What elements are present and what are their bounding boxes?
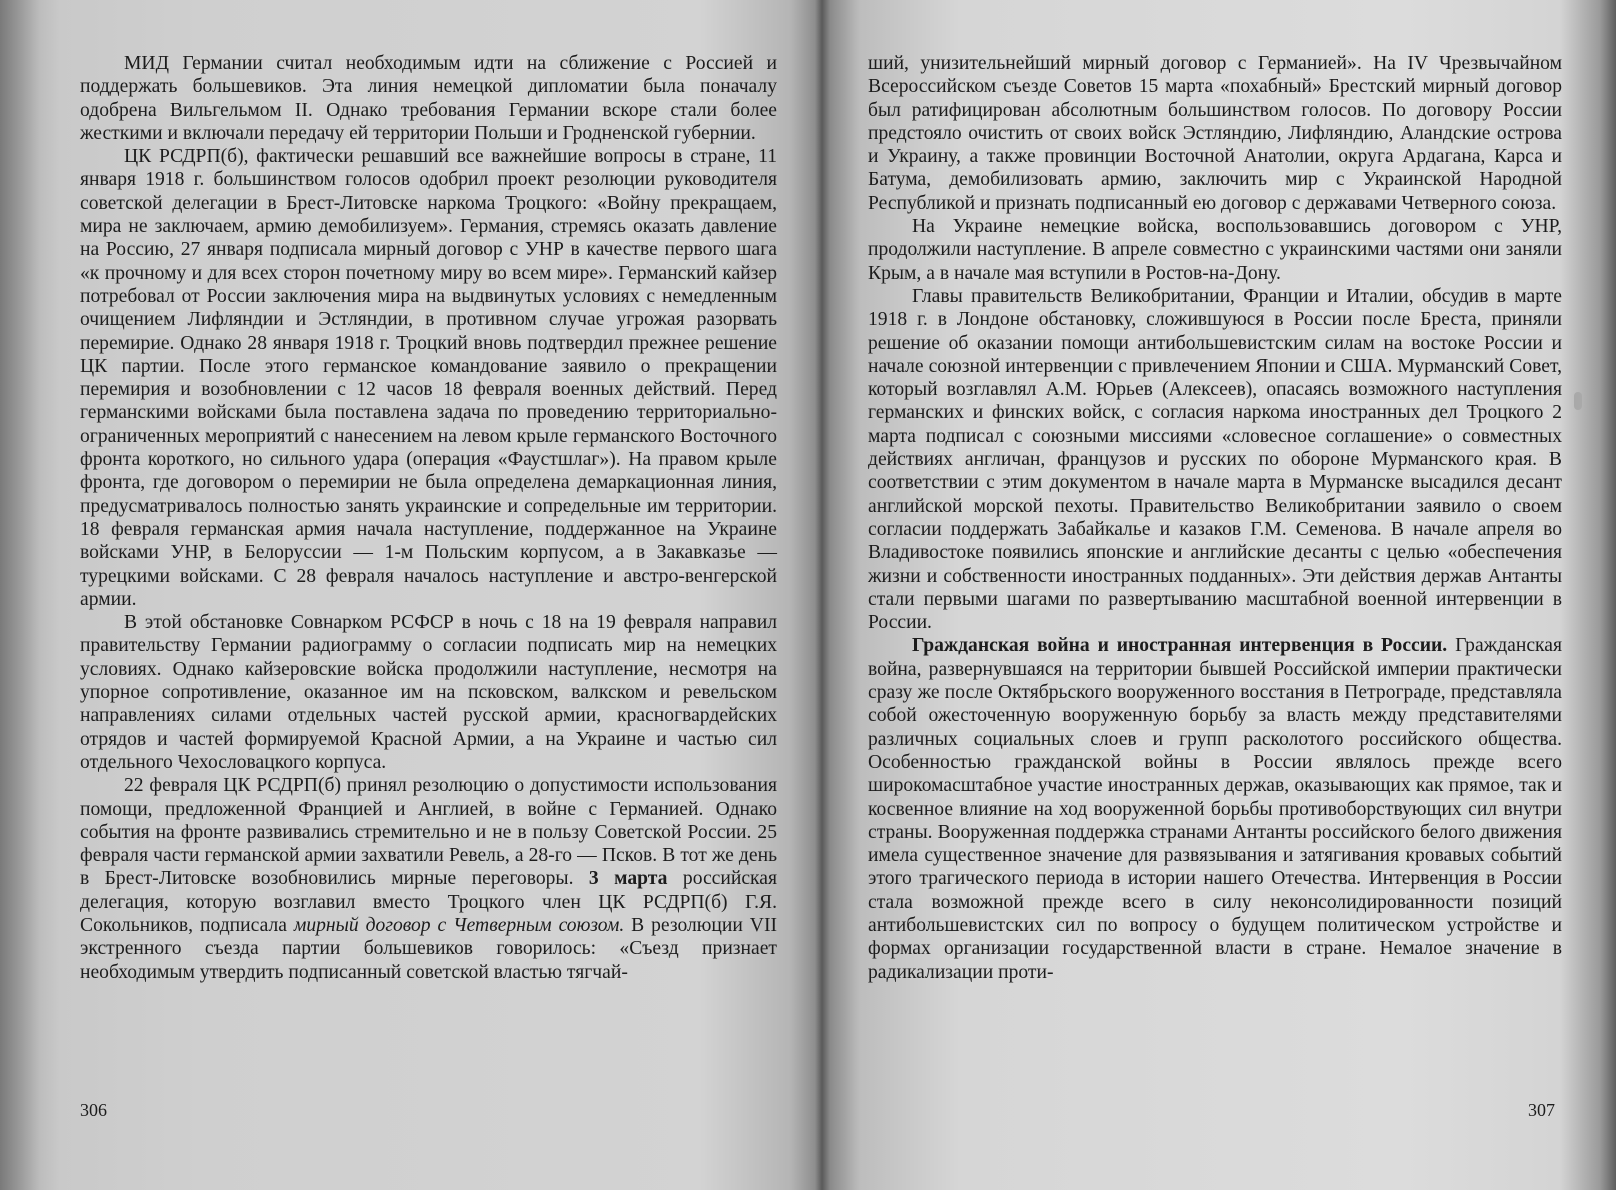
section-heading: Гражданская война и иностранная интервенция в России. bbox=[912, 635, 1448, 657]
paragraph: ЦК РСДРП(б), фактически решавший все важнейшие вопросы в стране, 11 января 1918 г. большинством голосов одобрил проект резолюции руководителя советской делегации в Брест-Литовске наркома Троцкого: «Войну прекращаем, мира не заключаем, армию демобилизуем». Германия, стремясь оказать давление на Россию, 27 января подписала мирный договор с УНР в качестве первого шага «к прочному и для всех сторон почетному миру во всем мире». Германский кайзер потребовал от России заключения мира на выдвинутых условиях с немедленным очищением Лифляндии и Эстляндии, в противном случае угрожая разорвать перемирие. Однако 28 января 1918 г. Троцкий вновь подтвердил прежнее решение ЦК партии. После этого германское командование заявило о прекращении перемирия и возобновлении с 12 часов 18 февраля военных действий. Перед германскими войсками была поставлена задача по проведению территориально-ограниченных мероприятий с нанесением на левом крыле германского Восточного фронта короткого, но сильного удара (операция «Фаустшлаг»). На правом крыле фронта, где договором о перемирии не была определена демаркационная линия, предусматривалось полностью занять украинские и сопредельные им территории. 18 февраля германская армия начала наступление, поддержанное на Украине войсками УНР, в Белоруссии — 1-м Польским корпусом, а в Закавказье — турецкими войсками. С 28 февраля началось наступление и австро-венгерской армии. bbox=[80, 146, 777, 610]
paragraph: Главы правительств Великобритании, Франции и Италии, обсудив в марте 1918 г. в Лондоне обстановку, сложившуюся в России после Бреста, приняли решение об оказании помощи антибольшевистским силам на востоке России и начале союзной интервенции с привлечением Японии и США. Мурманский Совет, который возглавлял А.М. Юрьев (Алексеев), опасаясь возможного наступления германских и финских войск, с согласия наркома иностранных дел Троцкого 2 марта подписал с союзными миссиями «словесное соглашение» о совместных действиях англичан, французов и русских по обороне Мурманского края. В соответствии с этим документом в начале марта в Мурманске высадился десант английской морской пехоты. Правительство Великобритании заявило о своем согласии поддержать Забайкалье и казаков Г.М. Семенова. В начале апреля во Владивостоке появились японские и английские десанты с целью «обеспечения жизни и собственности иностранных подданных». Эти действия держав Антанты стали первыми шагами по развертыванию масштабной военной интервенции в России. bbox=[868, 285, 1562, 634]
text-run: Гражданская война, развернувшаяся на территории бывшей Российской империи практически сразу же после Октябрьского вооруженного восстания в Петрограде, представляла собой ожесточенную вооруженную борьбу за власть между представителями различных социальных слоев и групп расколотого российского общества. Особенностью гражданской войны в России являлось прежде всего широкомасштабное участие иностранных держав, оказывающих как прямое, так и косвенное влияние на ход вооруженной борьбы противоборствующих сил внутри страны. Вооруженная поддержка странами Антанты российского белого движения имела существенное значение для развязывания и затягивания кровавых событий этого трагического периода в истории нашего Отечества. Интервенция в России стала возможной прежде всего в силу неконсолидированности позиций антибольшевистских сил по вопросу о будущем политическом устройстве и формах организации государственной власти в стране. Немалое значение в радикализации проти- bbox=[868, 635, 1562, 983]
bold-date: 3 марта bbox=[588, 868, 668, 890]
page-edge-mark bbox=[1574, 392, 1582, 410]
paragraph bbox=[868, 634, 1562, 983]
paragraph: На Украине немецкие войска, воспользовавшись договором с УНР, продолжили наступление. В апреле совместно с украинскими частями они заняли Крым, а в начале мая вступили в Ростов-на-Дону. bbox=[868, 216, 1562, 284]
paragraph: В этой обстановке Совнарком РСФСР в ночь с 18 на 19 февраля направил правительству Германии радиограмму о согласии подписать мир на немецких условиях. Однако кайзеровские войска продолжили наступление, несмотря на упорное сопротивление, оказанное им на псковском, валкском и ревельском направлениях силами отдельных частей русской армии, красногвардейских отрядов и частей формируемой Красной Армии, а на Украине и частью сил отдельного Чехословацкого корпуса. bbox=[80, 612, 777, 773]
text-run: В резолюции VII экстренного съезда партии большевиков говорилось: «Съезд признает необходимым утвердить подписанный советской властью тягчай- bbox=[80, 914, 777, 983]
paragraph: МИД Германии считал необходимым идти на сближение с Россией и поддержать большевиков. Эта линия немецкой дипломатии была поначалу одобрена Вильгельмом II. Однако требования Германии вскоре стали более жесткими и включали передачу ей территории Польши и Гродненской губернии. bbox=[80, 53, 777, 144]
italic-term: мирный договор с Четверным союзом. bbox=[293, 914, 625, 936]
paragraph bbox=[80, 774, 777, 984]
text-run: российская делегация, которую возглавил вместо Троцкого член ЦК РСДРП(б) Г.Я. Сокольников, подписала bbox=[80, 868, 777, 936]
right-page bbox=[868, 52, 1562, 984]
text-run: 22 февраля ЦК РСДРП(б) принял резолюцию о допустимости использования помощи, предложенной Францией и Англией, в войне с Германией. Однако события на фронте развивались стремительно и не в пользу Советской России. 25 февраля части германской армии захватили Ревель, а 28-го — Псков. В тот же день в Брест-Литовске возобновились мирные переговоры. bbox=[80, 775, 777, 890]
page-number-right: 307 bbox=[1528, 1100, 1555, 1120]
left-page bbox=[80, 52, 777, 984]
page-number-left: 306 bbox=[80, 1100, 107, 1120]
paragraph: ший, унизительнейший мирный договор с Германией». На IV Чрезвычайном Всероссийском съезде Советов 15 марта «похабный» Брестский мирный договор был ратифицирован абсолютным большинством голосов. По договору России предстояло очистить от своих войск Эстляндию, Лифляндию, Аландские острова и Украину, а также провинции Восточной Анатолии, округа Ардагана, Карса и Батума, демобилизовать армию, заключить мир с Украинской Народной Республикой и признать подписанный ею договор с державами Четверного союза. bbox=[868, 53, 1562, 214]
